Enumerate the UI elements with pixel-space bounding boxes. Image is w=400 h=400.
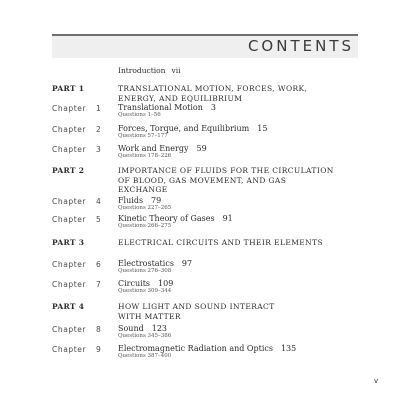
chapter-4-label: Chapter: [52, 197, 87, 206]
part-2-title: IMPORTANCE OF FLUIDS FOR THE CIRCULATION OF BLOOD, GAS MOVEMENT, AND GAS EXCHANGE: [118, 166, 334, 194]
chapter-2-label: Chapter: [52, 125, 87, 134]
chapter-5-number: 5: [96, 215, 101, 224]
chapter-2-number: 2: [96, 125, 101, 134]
chapter-6-label: Chapter: [52, 260, 87, 269]
chapter-1-title: Translational Motion: [118, 103, 203, 112]
chapter-4-number: 4: [96, 197, 101, 206]
part-3-label: PART 3: [52, 238, 85, 247]
chapter-7-label: Chapter: [52, 280, 87, 289]
chapter-5-questions: Questions 266–275: [118, 223, 172, 229]
chapter-1-page: 3: [210, 103, 216, 112]
chapter-8-entry[interactable]: [118, 324, 167, 333]
chapter-9-number: 9: [96, 345, 101, 354]
page-title: CONTENTS: [247, 37, 354, 55]
part-4-label: PART 4: [52, 302, 85, 311]
chapter-6-title: Electrostatics: [118, 259, 174, 268]
chapter-1-number: 1: [96, 104, 101, 113]
chapter-4-entry[interactable]: [118, 196, 161, 205]
chapter-9-page: 135: [280, 344, 297, 353]
chapter-8-number: 8: [96, 325, 101, 334]
chapter-6-entry[interactable]: [118, 259, 192, 268]
chapter-4-questions: Questions 227–265: [118, 205, 172, 211]
chapter-3-label: Chapter: [52, 145, 87, 154]
chapter-8-questions: Questions 345–386: [118, 333, 172, 339]
chapter-9-title: Electromagnetic Radiation and Optics: [118, 344, 273, 353]
part-1-title: TRANSLATIONAL MOTION, FORCES, WORK, ENERGY, AND EQUILIBRIUM: [118, 84, 308, 103]
contents-header: [52, 34, 358, 58]
chapter-3-entry[interactable]: [118, 144, 207, 153]
chapter-8-title: Sound: [118, 324, 144, 333]
chapter-9-label: Chapter: [52, 345, 87, 354]
introduction-entry[interactable]: [118, 66, 181, 75]
chapter-7-entry[interactable]: [118, 279, 173, 288]
chapter-5-page: 91: [222, 214, 233, 223]
chapter-4-page: 79: [151, 196, 162, 205]
chapter-4-title: Fluids: [118, 196, 144, 205]
chapter-6-page: 97: [181, 259, 193, 268]
chapter-1-label: Chapter: [52, 104, 87, 113]
chapter-5-entry[interactable]: [118, 214, 233, 223]
chapter-7-page: 109: [158, 279, 174, 288]
part-2-label: PART 2: [52, 166, 85, 175]
chapter-2-title: Forces, Torque, and Equilibrium: [118, 124, 250, 133]
chapter-3-page: 59: [196, 144, 207, 153]
chapter-9-questions: Questions 387–400: [118, 353, 172, 359]
chapter-3-title: Work and Energy: [118, 144, 189, 153]
chapter-9-entry[interactable]: [118, 344, 296, 353]
chapter-1-entry[interactable]: [118, 103, 216, 112]
chapter-2-questions: Questions 57–177: [118, 133, 168, 139]
chapter-8-label: Chapter: [52, 325, 87, 334]
introduction-page: vii: [171, 66, 181, 75]
chapter-3-number: 3: [96, 145, 101, 154]
chapter-1-questions: Questions 1–56: [118, 112, 161, 118]
part-4-title: HOW LIGHT AND SOUND INTERACT WITH MATTER: [118, 302, 275, 321]
chapter-6-questions: Questions 276–308: [118, 268, 172, 274]
introduction-label: Introduction: [118, 66, 166, 75]
part-3-title: ELECTRICAL CIRCUITS AND THEIR ELEMENTS: [118, 238, 324, 247]
chapter-6-number: 6: [96, 260, 101, 269]
chapter-7-questions: Questions 309–344: [118, 288, 172, 294]
chapter-3-questions: Questions 178–226: [118, 153, 172, 159]
chapter-5-label: Chapter: [52, 215, 87, 224]
chapter-2-entry[interactable]: [118, 124, 267, 133]
chapter-7-number: 7: [96, 280, 101, 289]
chapter-5-title: Kinetic Theory of Gases: [118, 214, 215, 223]
part-1-label: PART 1: [52, 84, 85, 93]
chapter-2-page: 15: [257, 124, 268, 133]
chapter-8-page: 123: [151, 324, 168, 333]
page-number: v: [374, 377, 379, 385]
chapter-7-title: Circuits: [118, 279, 151, 288]
